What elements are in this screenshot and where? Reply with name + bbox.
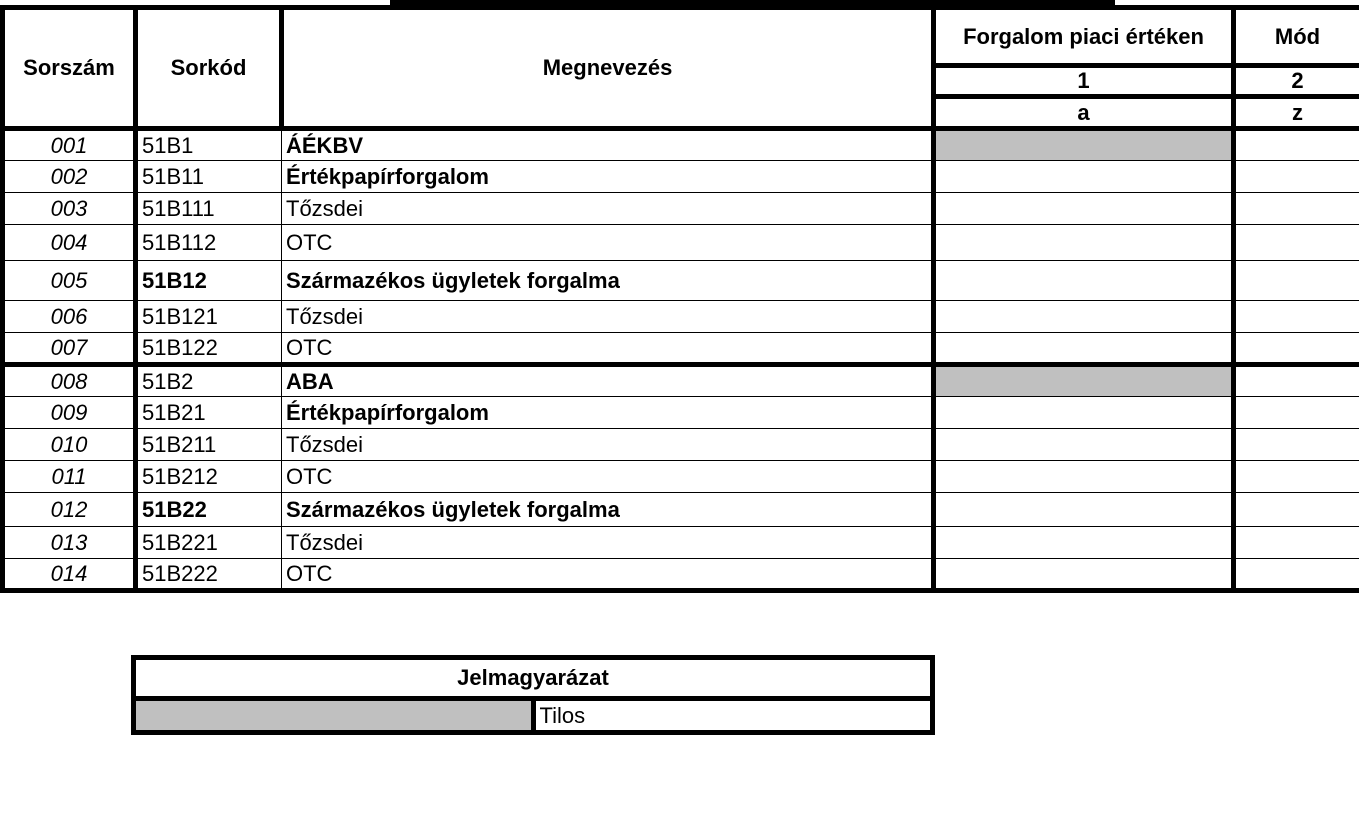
row-sorkod: 51B111 <box>136 193 282 225</box>
row-megnevezes: Származékos ügyletek forgalma <box>282 261 934 301</box>
row-megnevezes: ABA <box>282 365 934 397</box>
table-row <box>3 193 1359 225</box>
cell-forgalom[interactable] <box>934 527 1234 559</box>
row-megnevezes: ÁÉKBV <box>282 129 934 161</box>
row-megnevezes: OTC <box>282 461 934 493</box>
row-sorkod: 51B2 <box>136 365 282 397</box>
row-sorkod: 51B122 <box>136 333 282 365</box>
cell-mod[interactable] <box>1234 559 1359 591</box>
row-megnevezes: Értékpapírforgalom <box>282 161 934 193</box>
cell-mod[interactable] <box>1234 301 1359 333</box>
row-sorkod: 51B22 <box>136 493 282 527</box>
row-sorszam: 003 <box>3 193 136 225</box>
cell-forgalom[interactable] <box>934 429 1234 461</box>
legend-swatch-forbidden <box>134 699 534 733</box>
legend-title: Jelmagyarázat <box>134 658 933 699</box>
cell-mod[interactable] <box>1234 261 1359 301</box>
header-col1-code: a <box>934 97 1234 129</box>
table-row <box>3 129 1359 161</box>
row-sorszam: 014 <box>3 559 136 591</box>
row-sorkod: 51B222 <box>136 559 282 591</box>
table-row <box>3 333 1359 365</box>
row-sorszam: 004 <box>3 225 136 261</box>
table-row <box>3 261 1359 301</box>
cell-forgalom[interactable] <box>934 559 1234 591</box>
header-col2-title: Mód <box>1234 8 1359 66</box>
header-sorkod: Sorkód <box>136 8 282 129</box>
cell-forgalom[interactable] <box>934 397 1234 429</box>
cell-forgalom[interactable] <box>934 333 1234 365</box>
row-megnevezes: OTC <box>282 559 934 591</box>
table-row <box>3 493 1359 527</box>
row-sorszam: 010 <box>3 429 136 461</box>
row-sorszam: 002 <box>3 161 136 193</box>
row-sorszam: 006 <box>3 301 136 333</box>
row-sorkod: 51B112 <box>136 225 282 261</box>
data-table <box>0 5 1359 593</box>
table-row <box>3 301 1359 333</box>
row-megnevezes: OTC <box>282 225 934 261</box>
cell-mod[interactable] <box>1234 365 1359 397</box>
row-megnevezes: Származékos ügyletek forgalma <box>282 493 934 527</box>
row-sorszam: 012 <box>3 493 136 527</box>
cell-mod[interactable] <box>1234 527 1359 559</box>
table-row <box>3 559 1359 591</box>
row-sorszam: 009 <box>3 397 136 429</box>
cell-forbidden <box>934 129 1234 161</box>
row-megnevezes: Tőzsdei <box>282 429 934 461</box>
row-sorkod: 51B1 <box>136 129 282 161</box>
row-sorkod: 51B121 <box>136 301 282 333</box>
cell-mod[interactable] <box>1234 225 1359 261</box>
cell-forgalom[interactable] <box>934 161 1234 193</box>
cell-mod[interactable] <box>1234 429 1359 461</box>
row-sorszam: 008 <box>3 365 136 397</box>
row-megnevezes: Tőzsdei <box>282 527 934 559</box>
legend-label-forbidden: Tilos <box>533 699 933 733</box>
cell-mod[interactable] <box>1234 333 1359 365</box>
row-sorkod: 51B211 <box>136 429 282 461</box>
row-sorkod: 51B221 <box>136 527 282 559</box>
cell-forbidden <box>934 365 1234 397</box>
table-row <box>3 161 1359 193</box>
cell-forgalom[interactable] <box>934 193 1234 225</box>
row-megnevezes: Tőzsdei <box>282 301 934 333</box>
cell-mod[interactable] <box>1234 129 1359 161</box>
cell-forgalom[interactable] <box>934 261 1234 301</box>
row-sorkod: 51B212 <box>136 461 282 493</box>
row-sorszam: 001 <box>3 129 136 161</box>
row-megnevezes: OTC <box>282 333 934 365</box>
header-col2-num: 2 <box>1234 66 1359 97</box>
header-col1-title: Forgalom piaci értéken <box>934 8 1234 66</box>
header-col1-num: 1 <box>934 66 1234 97</box>
table-row <box>3 429 1359 461</box>
cell-mod[interactable] <box>1234 161 1359 193</box>
row-sorkod: 51B12 <box>136 261 282 301</box>
row-sorszam: 011 <box>3 461 136 493</box>
cell-forgalom[interactable] <box>934 493 1234 527</box>
table-row <box>3 527 1359 559</box>
cell-forgalom[interactable] <box>934 225 1234 261</box>
row-sorszam: 007 <box>3 333 136 365</box>
cell-forgalom[interactable] <box>934 461 1234 493</box>
table-row <box>3 461 1359 493</box>
header-megnevezes: Megnevezés <box>282 8 934 129</box>
table-row <box>3 365 1359 397</box>
row-sorszam: 013 <box>3 527 136 559</box>
legend-table <box>131 655 935 735</box>
cell-mod[interactable] <box>1234 193 1359 225</box>
row-megnevezes: Értékpapírforgalom <box>282 397 934 429</box>
row-sorkod: 51B11 <box>136 161 282 193</box>
cell-forgalom[interactable] <box>934 301 1234 333</box>
cell-mod[interactable] <box>1234 397 1359 429</box>
table-row <box>3 225 1359 261</box>
cell-mod[interactable] <box>1234 493 1359 527</box>
header-sorszam: Sorszám <box>3 8 136 129</box>
cell-mod[interactable] <box>1234 461 1359 493</box>
row-sorkod: 51B21 <box>136 397 282 429</box>
row-megnevezes: Tőzsdei <box>282 193 934 225</box>
row-sorszam: 005 <box>3 261 136 301</box>
table-row <box>3 397 1359 429</box>
header-col2-code: z <box>1234 97 1359 129</box>
